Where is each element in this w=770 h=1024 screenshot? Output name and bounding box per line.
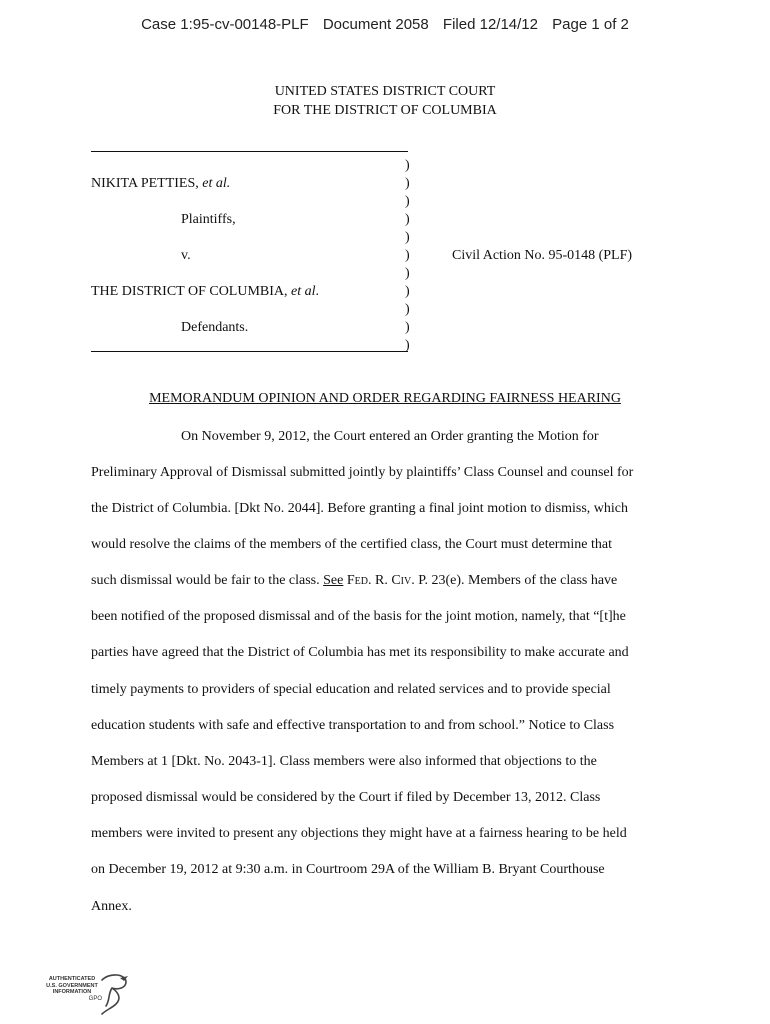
body-line: parties have agreed that the District of Columbia has met its responsibility to make accurate and <box>91 645 629 660</box>
caption-paren: ) <box>405 248 410 263</box>
caption-paren: ) <box>405 212 410 227</box>
seal-text: AUTHENTICATED U.S. GOVERNMENT INFORMATION GPO <box>46 976 102 1002</box>
body-line: been notified of the proposed dismissal and of the basis for the joint motion, namely, that “[t]he <box>91 609 626 624</box>
body-line: education students with safe and effective transportation to and from school.” Notice to Class <box>91 718 615 733</box>
court-name-line2: FOR THE DISTRICT OF COLUMBIA <box>273 103 497 118</box>
body-line: On November 9, 2012, the Court entered an Order granting the Motion for <box>181 429 599 444</box>
plaintiffs-label: Plaintiffs, <box>181 212 236 227</box>
caption-paren: ) <box>405 320 410 335</box>
body-line: the District of Columbia. [Dkt No. 2044]. Before granting a final joint motion to dismiss, which <box>91 501 628 516</box>
caption-paren: ) <box>405 266 410 281</box>
court-name-line1: UNITED STATES DISTRICT COURT <box>274 84 496 99</box>
memorandum-title: MEMORANDUM OPINION AND ORDER REGARDING FAIRNESS HEARING <box>149 391 621 406</box>
body-line: would resolve the claims of the members of the certified class, the Court must determine that <box>91 537 612 552</box>
body-line: Preliminary Approval of Dismissal submitted jointly by plaintiffs’ Class Counsel and counsel for <box>91 465 634 480</box>
see-signal: See <box>323 573 344 588</box>
body-line: proposed dismissal would be considered by the Court if filed by December 13, 2012. Class <box>91 790 601 805</box>
caption-paren: ) <box>405 158 410 173</box>
body-line: such dismissal would be fair to the class. See Fed. R. Civ. P. 23(e). Members of the class have <box>91 573 618 588</box>
caption-paren: ) <box>405 176 410 191</box>
case-number: Case 1:95-cv-00148-PLF <box>141 16 309 33</box>
filed-date: Filed 12/14/12 <box>442 16 538 33</box>
caption-paren: ) <box>405 230 410 245</box>
page-indicator: Page 1 of 2 <box>552 16 629 33</box>
versus: v. <box>181 248 191 263</box>
eagle-icon <box>96 972 130 1016</box>
document-number: Document 2058 <box>322 16 429 33</box>
body-line: Members at 1 [Dkt. No. 2043-1]. Class members were also informed that objections to the <box>91 754 597 769</box>
defendant-name: THE DISTRICT OF COLUMBIA, et al. <box>91 284 320 299</box>
body-line: members were invited to present any objections they might have at a fairness hearing to be held <box>91 826 627 841</box>
caption-top-rule <box>91 151 408 152</box>
caption-paren: ) <box>405 302 410 317</box>
body-line: on December 19, 2012 at 9:30 a.m. in Courtroom 29A of the William B. Bryant Courthouse <box>91 862 605 877</box>
caption-bottom-rule <box>91 351 408 352</box>
caption-paren-column <box>405 157 410 355</box>
caption-paren: ) <box>405 284 410 299</box>
civil-action-number: Civil Action No. 95-0148 (PLF) <box>452 248 633 263</box>
defendants-label: Defendants. <box>181 320 249 335</box>
body-line: timely payments to providers of special education and related services and to provide special <box>91 682 611 697</box>
plaintiff-name: NIKITA PETTIES, et al. <box>91 176 231 191</box>
filing-header <box>0 16 770 33</box>
caption-paren: ) <box>405 194 410 209</box>
caption-paren: ) <box>405 338 410 353</box>
gpo-authentication-seal <box>42 970 130 1016</box>
body-line: Annex. <box>91 899 132 914</box>
